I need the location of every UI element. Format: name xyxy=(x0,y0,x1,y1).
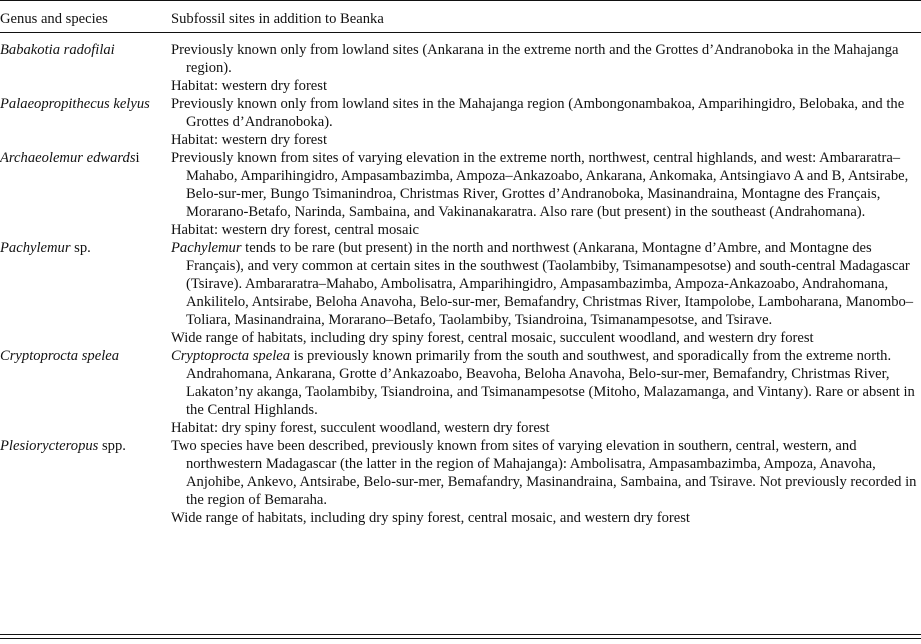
habitat-note: Habitat: western dry forest xyxy=(171,132,328,148)
table-row xyxy=(0,149,921,239)
species-name: Archaeolemur edwardsi xyxy=(0,150,140,166)
habitat-note: Wide range of habitats, including dry spiny forest, central mosaic, and western dry forest xyxy=(171,510,690,526)
table-top-rule xyxy=(0,0,921,1)
table-bottom-rule xyxy=(0,634,921,635)
sites-description: Previously known from sites of varying elevation in the extreme north, northwest, central highlands, and west: Ambararatra–Mahabo, Amparihingidro, Ampasambazimba, Ampoza–Ankazoabo, Ankarana, Ankomaka, Antsingiavo A and B, Antsirabe, Belo-sur-mer, Bungo Tsimanindroa, Christmas River, Grottes d’Andranoboka, Masinandraina, Montagne des Français, Morarano-Betafo, Narinda, Sambaina, and Vakinanakaratra. Also rare (but present) in the southeast (Andrahomana). xyxy=(171,150,909,220)
table-header-row xyxy=(0,10,921,30)
habitat-note: Wide range of habitats, including dry spiny forest, central mosaic, succulent woodland, and western dry forest xyxy=(171,330,814,346)
sites-description: Previously known only from lowland sites in the Mahajanga region (Ambongonambakoa, Amparihingidro, Belobaka, and the Grottes d’Andranoboka). xyxy=(171,96,905,130)
table-row xyxy=(0,95,921,149)
habitat-note: Habitat: western dry forest, central mosaic xyxy=(171,222,420,238)
header-subfossil-sites: Subfossil sites in addition to Beanka xyxy=(171,11,384,27)
table-row xyxy=(0,41,921,95)
habitat-note: Habitat: dry spiny forest, succulent woodland, western dry forest xyxy=(171,420,550,436)
habitat-note: Habitat: western dry forest xyxy=(171,78,328,94)
species-name: Cryptoprocta spelea xyxy=(0,348,120,364)
species-name: Plesiorycteropus spp. xyxy=(0,438,126,454)
table-row xyxy=(0,347,921,437)
table-body xyxy=(0,41,921,527)
sites-description: Cryptoprocta spelea is previously known primarily from the south and southwest, and sporadically from the extreme north. Andrahomana, Ankarana, Grotte d’Ankazoabo, Beavoha, Beloha Anavoha, Belo-sur-mer, Bemafandry, Christmas River, Lakaton’ny akanga, Taolambiby, Tsiandroina, and Tsimanampesotse (Mitoho, Malazamanga, and Vintany). Rare or absent in the Central Highlands. xyxy=(171,348,915,418)
sites-description: Previously known only from lowland sites (Ankarana in the extreme north and the Grottes d’Andranoboka in the Mahajanga region). xyxy=(171,42,899,76)
table-bottom-rule-double xyxy=(0,638,921,639)
species-name: Palaeopropithecus kelyus xyxy=(0,96,150,112)
sites-description: Pachylemur tends to be rare (but present) in the north and northwest (Ankarana, Montagne d’Ambre, and Montagne des Français), and very common at certain sites in the southwest (Taolambiby, Tsimanampesotse) and south-central Madagascar (Tsirave). Ambararatra–Mahabo, Ambolisatra, Amparihingidro, Ampasambazimba, Ampoza-Ankazoabo, Andrahomana, Ankilitelo, Antsirabe, Beloha Anavoha, Belo-sur-mer, Bemafandry, Christmas River, Itampolobe, Lamboharana, Manombo–Toliara, Masinandraina, Morarano–Betafo, Taolambiby, Tsiandroina, Tsimanampesotse, and Tsirave. xyxy=(171,240,914,328)
species-name: Babakotia radofilai xyxy=(0,42,115,58)
species-name: Pachylemur sp. xyxy=(0,240,91,256)
table-row xyxy=(0,239,921,347)
sites-description: Two species have been described, previously known from sites of varying elevation in southern, central, western, and northwestern Madagascar (the latter in the region of Mahajanga): Ambolisatra, Ampasambazimba, Ampoza, Anavoha, Anjohibe, Ankevo, Antsirabe, Belo-sur-mer, Bemafandry, Masinandraina, Sambaina, and Tsirave. Not previously recorded in the region of Bemaraha. xyxy=(171,438,917,508)
table-header-rule xyxy=(0,32,921,33)
header-genus-species: Genus and species xyxy=(0,11,108,27)
table-row xyxy=(0,437,921,527)
